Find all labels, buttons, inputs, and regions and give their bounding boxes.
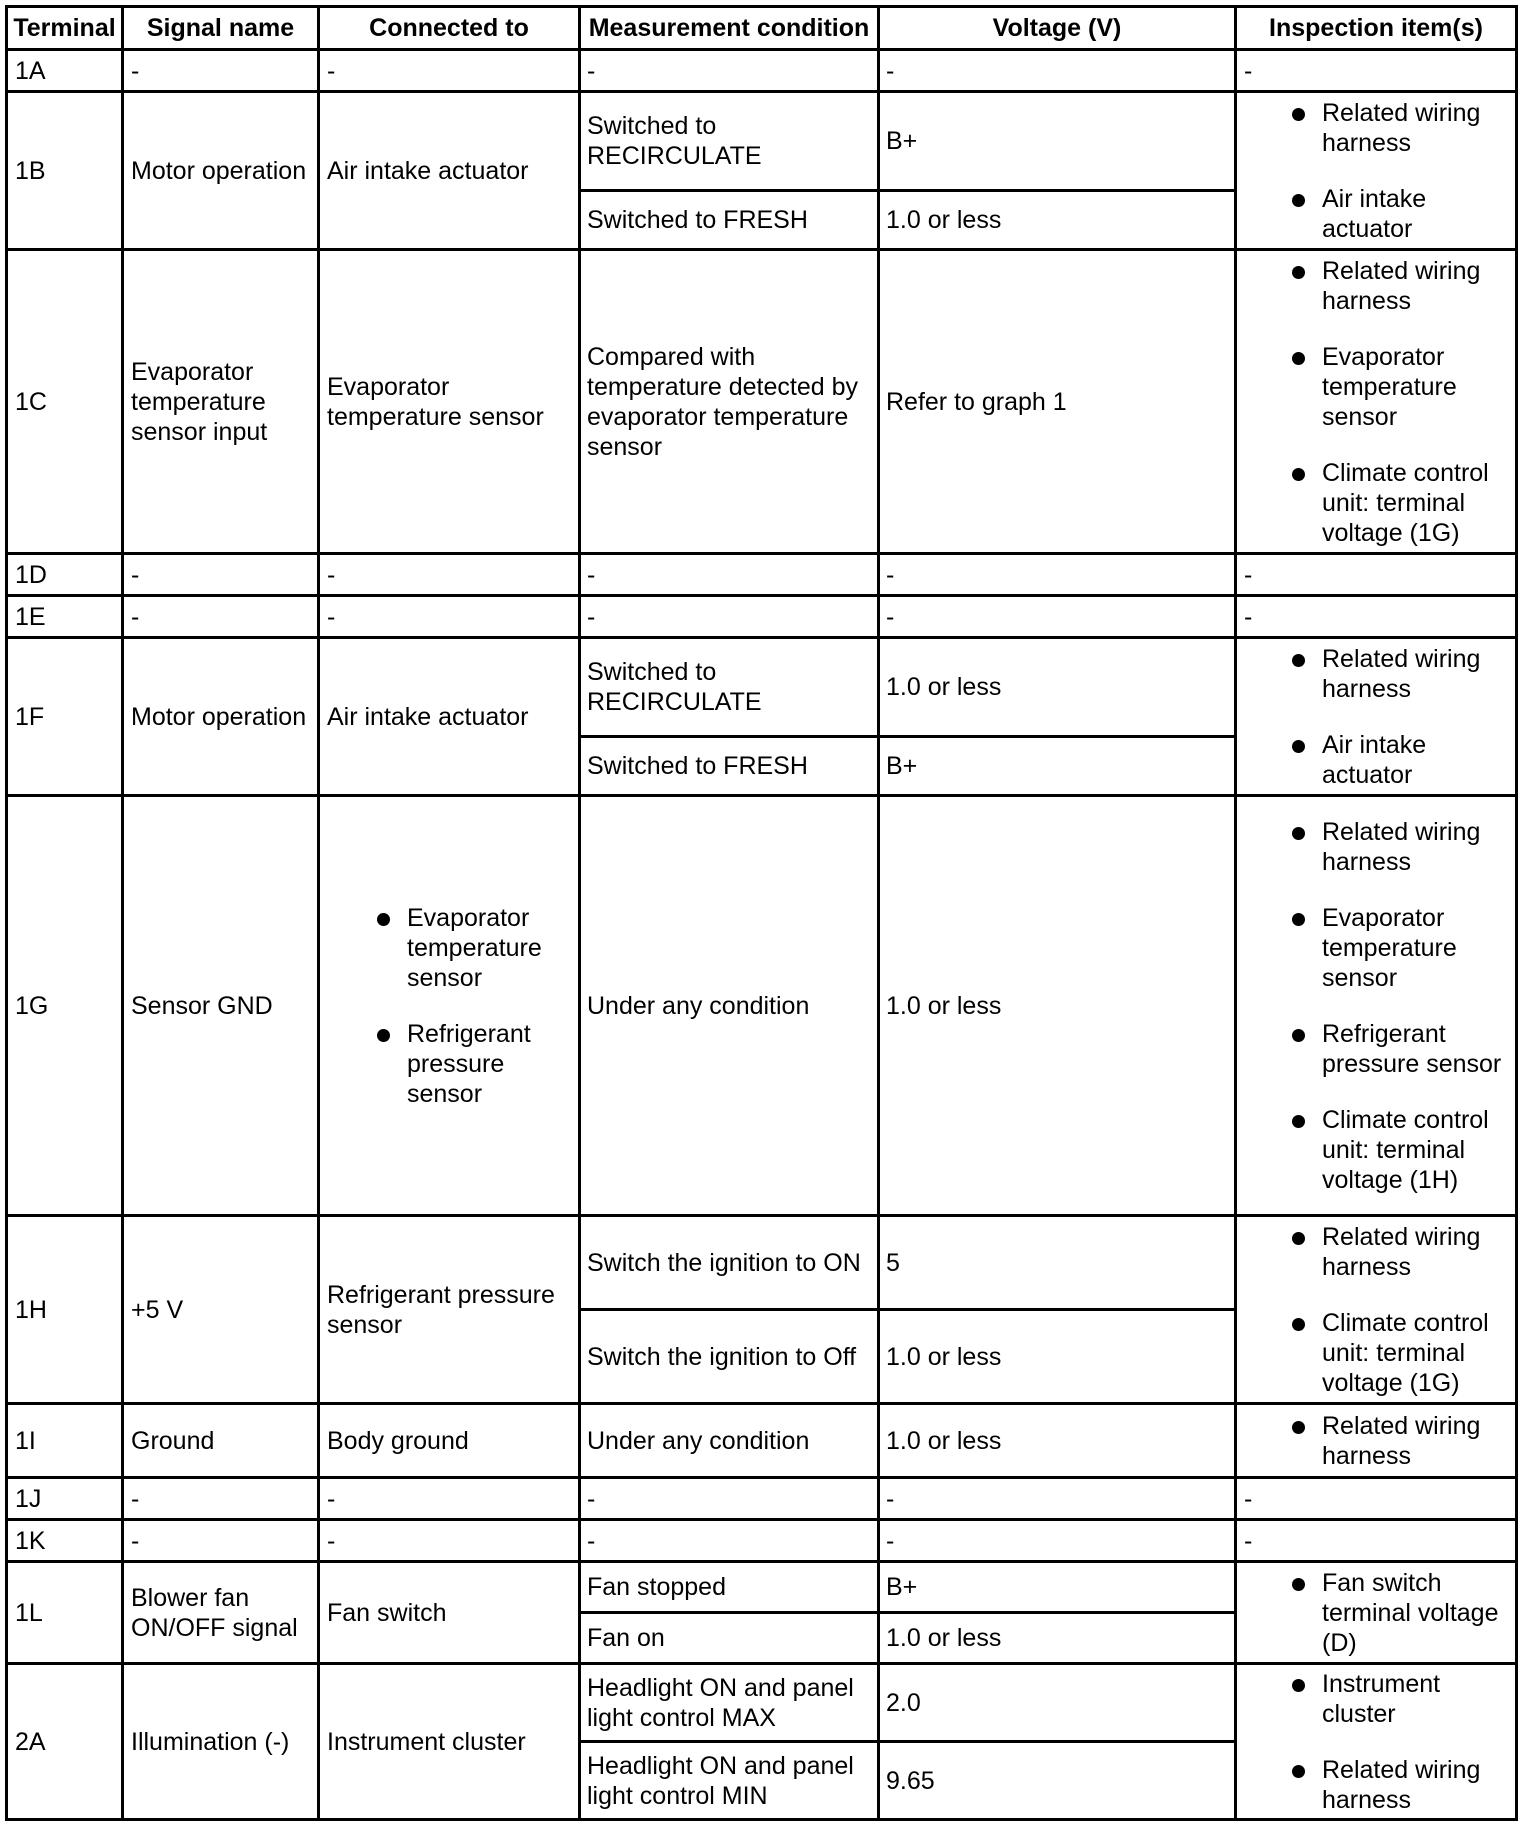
connected-cell: Instrument cluster xyxy=(319,1664,580,1820)
condition-cell: Switch the ignition to ON xyxy=(580,1216,879,1310)
inspection-list xyxy=(1244,98,1510,244)
condition-cell: - xyxy=(580,50,879,92)
signal-cell: Illumination (-) xyxy=(123,1664,319,1820)
connected-cell: - xyxy=(319,554,580,596)
header-voltage: Voltage (V) xyxy=(879,7,1236,50)
condition-cell: Headlight ON and panel light control MAX xyxy=(580,1664,879,1742)
inspection-cell xyxy=(1236,1664,1517,1820)
connected-cell: Fan switch xyxy=(319,1562,580,1664)
voltage-cell: B+ xyxy=(879,1562,1236,1613)
table-row xyxy=(7,1520,1517,1562)
terminal-cell: 1B xyxy=(7,92,123,250)
list-item: Related wiring harness xyxy=(1244,1755,1510,1815)
terminal-cell: 1D xyxy=(7,554,123,596)
list-item: Related wiring harness xyxy=(1244,98,1510,158)
header-connected-to: Connected to xyxy=(319,7,580,50)
list-item: Fan switch terminal voltage (D) xyxy=(1244,1568,1510,1658)
terminal-cell: 1G xyxy=(7,796,123,1216)
voltage-cell: 9.65 xyxy=(879,1742,1236,1820)
connected-cell: - xyxy=(319,50,580,92)
connected-cell: - xyxy=(319,1520,580,1562)
voltage-cell: - xyxy=(879,554,1236,596)
signal-cell: - xyxy=(123,1478,319,1520)
list-item: Related wiring harness xyxy=(1244,1411,1510,1471)
voltage-cell: - xyxy=(879,50,1236,92)
terminal-cell: 1K xyxy=(7,1520,123,1562)
condition-cell: Compared with temperature detected by evaporator temperature sensor xyxy=(580,250,879,554)
connected-cell: Evaporator temperature sensor xyxy=(319,250,580,554)
condition-cell: Fan on xyxy=(580,1613,879,1664)
inspection-cell: - xyxy=(1236,554,1517,596)
table-row xyxy=(7,1562,1517,1613)
voltage-cell: 5 xyxy=(879,1216,1236,1310)
signal-cell: Motor operation xyxy=(123,638,319,796)
list-item: Air intake actuator xyxy=(1244,730,1510,790)
list-item: Air intake actuator xyxy=(1244,184,1510,244)
terminal-cell: 1C xyxy=(7,250,123,554)
condition-cell: Switched to FRESH xyxy=(580,191,879,250)
list-item: Refrigerant pressure sensor xyxy=(1244,1019,1510,1079)
connected-cell: Refrigerant pressure sensor xyxy=(319,1216,580,1404)
signal-cell: Ground xyxy=(123,1404,319,1478)
condition-cell: - xyxy=(580,1520,879,1562)
voltage-cell: 1.0 or less xyxy=(879,1310,1236,1404)
inspection-list xyxy=(1244,817,1510,1195)
header-measurement-condition: Measurement condition xyxy=(580,7,879,50)
inspection-list xyxy=(1244,1222,1510,1398)
connected-cell: Air intake actuator xyxy=(319,92,580,250)
signal-cell: - xyxy=(123,596,319,638)
voltage-cell: Refer to graph 1 xyxy=(879,250,1236,554)
condition-cell: - xyxy=(580,554,879,596)
inspection-cell xyxy=(1236,796,1517,1216)
signal-cell: +5 V xyxy=(123,1216,319,1404)
table-row xyxy=(7,1478,1517,1520)
table-row xyxy=(7,50,1517,92)
list-item: Evaporator temperature sensor xyxy=(327,903,573,993)
header-inspection-items: Inspection item(s) xyxy=(1236,7,1517,50)
inspection-list xyxy=(1244,1568,1510,1658)
header-signal-name: Signal name xyxy=(123,7,319,50)
header-row xyxy=(7,7,1517,50)
condition-cell: Switched to RECIRCULATE xyxy=(580,638,879,737)
condition-cell: Under any condition xyxy=(580,796,879,1216)
inspection-cell: - xyxy=(1236,596,1517,638)
inspection-cell: - xyxy=(1236,50,1517,92)
connected-cell: - xyxy=(319,596,580,638)
list-item: Related wiring harness xyxy=(1244,1222,1510,1282)
signal-cell: - xyxy=(123,554,319,596)
table-row xyxy=(7,796,1517,1216)
voltage-cell: - xyxy=(879,1520,1236,1562)
list-item: Climate control unit: terminal voltage (1H) xyxy=(1244,1105,1510,1195)
table-row xyxy=(7,92,1517,191)
inspection-list xyxy=(1244,256,1510,548)
inspection-cell xyxy=(1236,92,1517,250)
list-item: Related wiring harness xyxy=(1244,644,1510,704)
connected-cell: Body ground xyxy=(319,1404,580,1478)
list-item: Refrigerant pressure sensor xyxy=(327,1019,573,1109)
terminal-cell: 1H xyxy=(7,1216,123,1404)
condition-cell: Switched to FRESH xyxy=(580,737,879,796)
inspection-cell xyxy=(1236,1562,1517,1664)
inspection-cell: - xyxy=(1236,1478,1517,1520)
inspection-list xyxy=(1244,644,1510,790)
terminal-cell: 1L xyxy=(7,1562,123,1664)
list-item: Instrument cluster xyxy=(1244,1669,1510,1729)
voltage-cell: 1.0 or less xyxy=(879,191,1236,250)
inspection-cell: - xyxy=(1236,1520,1517,1562)
terminal-cell: 1F xyxy=(7,638,123,796)
condition-cell: Under any condition xyxy=(580,1404,879,1478)
signal-cell: Sensor GND xyxy=(123,796,319,1216)
table-row xyxy=(7,1664,1517,1742)
voltage-cell: 1.0 or less xyxy=(879,1613,1236,1664)
voltage-cell: - xyxy=(879,1478,1236,1520)
inspection-cell xyxy=(1236,638,1517,796)
list-item: Climate control unit: terminal voltage (1G) xyxy=(1244,1308,1510,1398)
table-row xyxy=(7,638,1517,737)
inspection-list xyxy=(1244,1669,1510,1815)
condition-cell: - xyxy=(580,596,879,638)
terminal-cell: 1A xyxy=(7,50,123,92)
inspection-list xyxy=(1244,1411,1510,1471)
table-row xyxy=(7,554,1517,596)
terminal-cell: 1I xyxy=(7,1404,123,1478)
header-terminal: Terminal xyxy=(7,7,123,50)
voltage-cell: 1.0 or less xyxy=(879,638,1236,737)
voltage-cell: - xyxy=(879,596,1236,638)
condition-cell: Switch the ignition to Off xyxy=(580,1310,879,1404)
terminal-cell: 1E xyxy=(7,596,123,638)
list-item: Related wiring harness xyxy=(1244,817,1510,877)
signal-cell: Evaporator temperature sensor input xyxy=(123,250,319,554)
connected-cell: - xyxy=(319,1478,580,1520)
condition-cell: - xyxy=(580,1478,879,1520)
table-row xyxy=(7,1216,1517,1310)
list-item: Climate control unit: terminal voltage (1G) xyxy=(1244,458,1510,548)
table-row xyxy=(7,1404,1517,1478)
voltage-cell: B+ xyxy=(879,92,1236,191)
condition-cell: Fan stopped xyxy=(580,1562,879,1613)
voltage-cell: 1.0 or less xyxy=(879,796,1236,1216)
connected-list xyxy=(327,903,573,1109)
list-item: Related wiring harness xyxy=(1244,256,1510,316)
table-row xyxy=(7,596,1517,638)
condition-cell: Switched to RECIRCULATE xyxy=(580,92,879,191)
connected-cell: Air intake actuator xyxy=(319,638,580,796)
signal-cell: Blower fan ON/OFF signal xyxy=(123,1562,319,1664)
terminal-cell: 1J xyxy=(7,1478,123,1520)
voltage-cell: 2.0 xyxy=(879,1664,1236,1742)
condition-cell: Headlight ON and panel light control MIN xyxy=(580,1742,879,1820)
inspection-cell xyxy=(1236,1404,1517,1478)
signal-cell: - xyxy=(123,1520,319,1562)
inspection-cell xyxy=(1236,1216,1517,1404)
connected-cell xyxy=(319,796,580,1216)
signal-cell: Motor operation xyxy=(123,92,319,250)
inspection-cell xyxy=(1236,250,1517,554)
terminal-table xyxy=(5,5,1518,1821)
signal-cell: - xyxy=(123,50,319,92)
voltage-cell: B+ xyxy=(879,737,1236,796)
voltage-cell: 1.0 or less xyxy=(879,1404,1236,1478)
list-item: Evaporator temperature sensor xyxy=(1244,903,1510,993)
list-item: Evaporator temperature sensor xyxy=(1244,342,1510,432)
terminal-cell: 2A xyxy=(7,1664,123,1820)
table-row xyxy=(7,250,1517,554)
